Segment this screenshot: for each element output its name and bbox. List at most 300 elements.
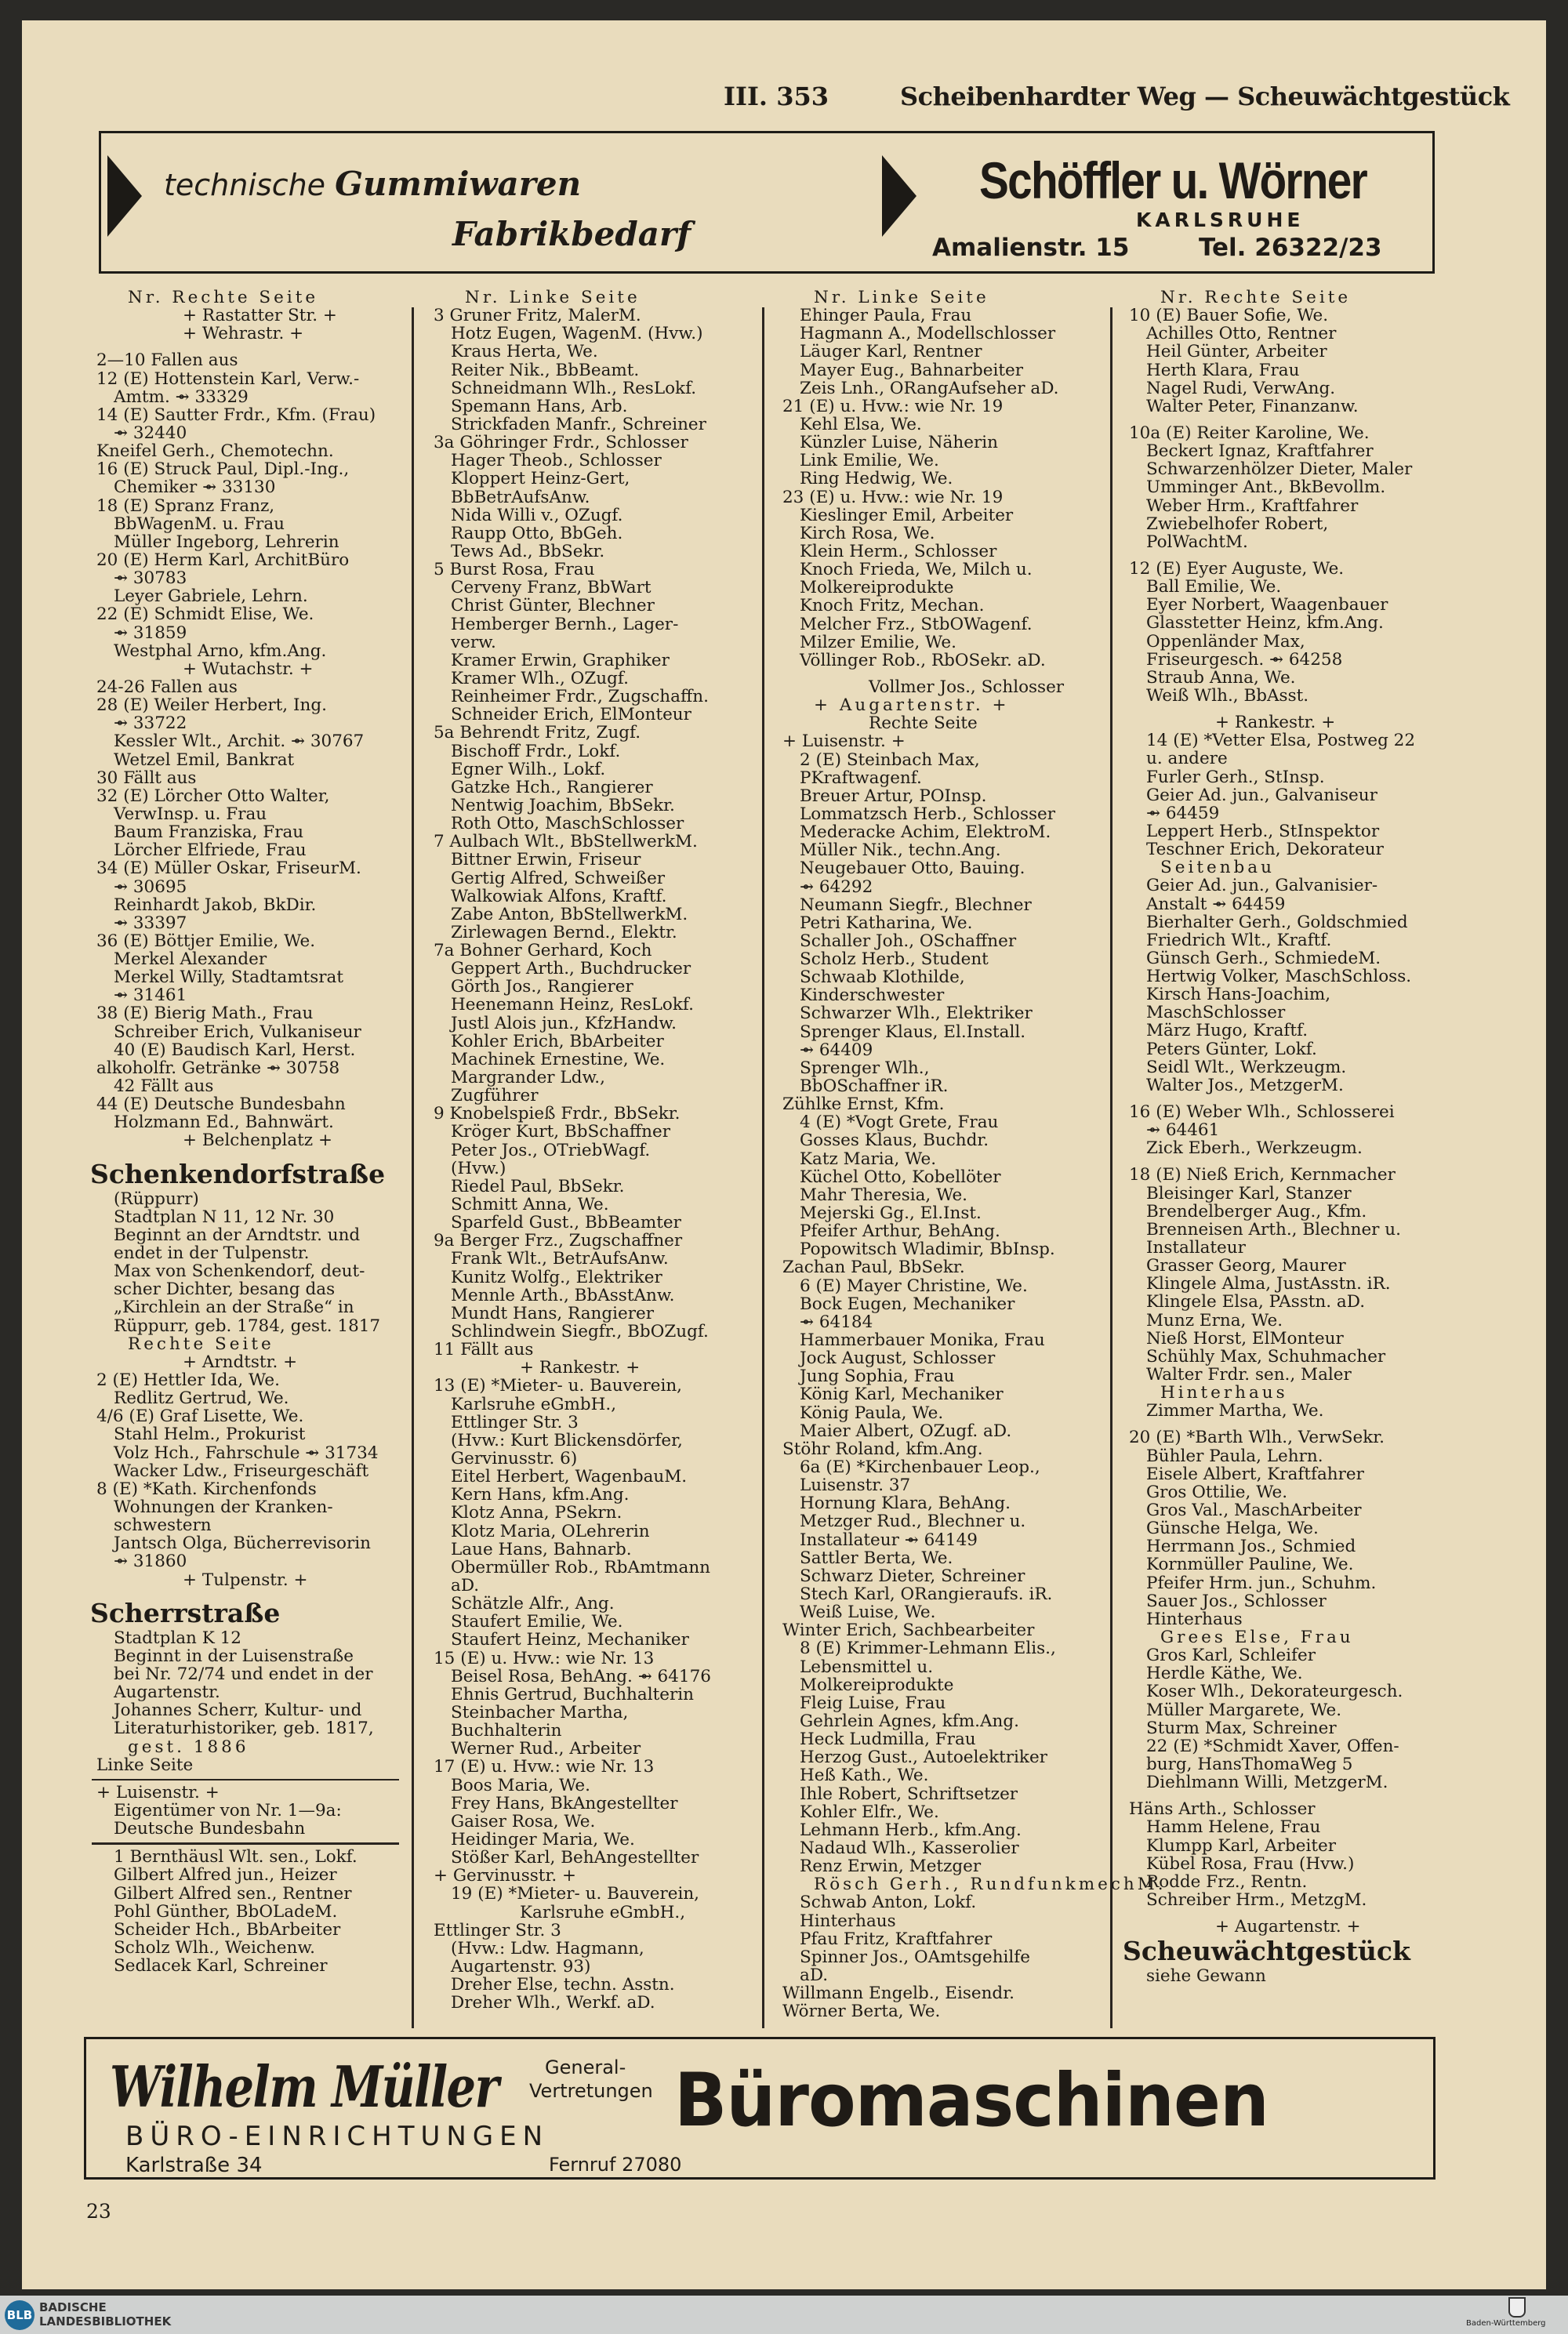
column-divider bbox=[762, 307, 764, 2028]
entry-continuation: Klein Herm., Schlosser bbox=[800, 541, 997, 561]
entry-continuation: Kirsch Hans-Joachim, bbox=[1146, 985, 1331, 1005]
street-heading: Scheuwächtgestück bbox=[1123, 1936, 1410, 1967]
entry-continuation: scher Dichter, besang das bbox=[114, 1280, 336, 1300]
entry-continuation: Sauer Jos., Schlosser bbox=[1146, 1591, 1327, 1611]
entry-continuation: Holzmann Ed., Bahnwärt. bbox=[114, 1113, 334, 1133]
entry-continuation: Zugführer bbox=[451, 1086, 539, 1106]
entry-continuation: Sedlacek Karl, Schreiner bbox=[114, 1956, 328, 1976]
street-heading: Schenkendorfstraße bbox=[90, 1158, 386, 1189]
entry-continuation: Rüppurr, geb. 1784, gest. 1817 bbox=[114, 1316, 381, 1336]
entry-continuation: Kessler Wlt., Archit. ⇴ 30767 bbox=[114, 731, 365, 752]
directory-entry: 30 Fällt aus bbox=[96, 768, 197, 788]
entry-continuation: Beginnt in der Luisenstraße bbox=[114, 1646, 354, 1666]
cross-street: + Rankestr. + bbox=[520, 1358, 641, 1378]
entry-continuation: Zimmer Martha, We. bbox=[1146, 1401, 1324, 1421]
advert-line: BÜRO-EINRICHTUNGEN bbox=[125, 2121, 550, 2152]
entry-continuation: Bischoff Frdr., Lokf. bbox=[451, 741, 621, 761]
entry-continuation: Dreher Wlh., Werkf. aD. bbox=[451, 1993, 655, 2013]
directory-entry: Zachan Paul, BbSekr. bbox=[782, 1258, 965, 1278]
triangle-arrow-icon bbox=[107, 155, 142, 237]
entry-continuation: Müller Ingeborg, Lehrerin bbox=[114, 532, 339, 552]
entry-continuation: (Hvw.: Kurt Blickensdörfer, bbox=[451, 1430, 683, 1450]
entry-continuation: Augartenstr. bbox=[114, 1682, 220, 1703]
section-label: Seitenbau bbox=[1160, 858, 1275, 878]
entry-continuation: Hinterhaus bbox=[1146, 1609, 1243, 1629]
entry-continuation: Merkel Alexander bbox=[114, 949, 267, 970]
column-2 bbox=[434, 289, 761, 2012]
entry-continuation: 19 (E) *Mieter- u. Bauverein, bbox=[451, 1884, 700, 1904]
cross-street: + Wutachstr. + bbox=[183, 659, 314, 679]
entry-continuation: Wohnungen der Kranken- bbox=[114, 1497, 333, 1517]
entry-continuation: Frank Wlt., BetrAufsAnw. bbox=[451, 1249, 669, 1269]
cross-street: + Rankestr. + bbox=[1215, 713, 1336, 733]
entry-continuation: Klingele Alma, JustAsstn. iR. bbox=[1146, 1274, 1391, 1294]
entry-continuation: (Rüppurr) bbox=[114, 1189, 199, 1209]
column-divider bbox=[412, 307, 414, 2028]
entry-continuation: Koser Wlh., Dekorateurgesch. bbox=[1146, 1682, 1403, 1702]
entry-continuation: Zeis Lnh., ORangAufseher aD. bbox=[800, 378, 1059, 398]
entry-continuation: Kohler Elfr., We. bbox=[800, 1802, 939, 1822]
entry-continuation: ⇴ 30695 bbox=[114, 877, 187, 897]
entry-continuation: Volz Hch., Fahrschule ⇴ 31734 bbox=[114, 1443, 379, 1463]
advert-wilhelm-mueller bbox=[84, 2037, 1436, 2180]
directory-entry: 38 (E) Bierig Math., Frau bbox=[96, 1004, 314, 1024]
entry-continuation: Seidl Wlt., Werkzeugm. bbox=[1146, 1057, 1347, 1077]
page-header bbox=[22, 82, 1546, 129]
entry-continuation: Nieß Horst, ElMonteur bbox=[1146, 1328, 1344, 1348]
library-name-line1: BADISCHE bbox=[39, 2300, 107, 2314]
entry-continuation: Mundt Hans, Rangierer bbox=[451, 1303, 655, 1323]
entry-continuation: Brenneisen Arth., Blechner u. bbox=[1146, 1219, 1401, 1240]
section-label: Grees Else, Frau bbox=[1160, 1627, 1354, 1647]
entry-continuation: Ball Emilie, We. bbox=[1146, 577, 1282, 597]
entry-continuation: 42 Fällt aus bbox=[114, 1076, 214, 1097]
entry-continuation: aD. bbox=[800, 1965, 829, 1985]
cross-street: Rechte Seite bbox=[869, 713, 978, 734]
entry-continuation: Günsch Gerh., SchmiedeM. bbox=[1146, 948, 1381, 968]
entry-continuation: Pfau Fritz, Kraftfahrer bbox=[800, 1929, 993, 1949]
entry-continuation: ⇴ 32440 bbox=[114, 423, 187, 443]
entry-continuation: 1 Bernthäusl Wlt. sen., Lokf. bbox=[114, 1847, 358, 1868]
entry-continuation: 14 (E) *Vetter Elsa, Postweg 22 bbox=[1146, 731, 1416, 751]
directory-entry: Winter Erich, Sachbearbeiter bbox=[782, 1621, 1035, 1641]
entry-continuation: Hagmann A., Modellschlosser bbox=[800, 324, 1056, 344]
entry-continuation: Renz Erwin, Metzger bbox=[800, 1857, 982, 1877]
entry-continuation: Schühly Max, Schuhmacher bbox=[1146, 1346, 1386, 1367]
entry-continuation: Teschner Erich, Dekorateur bbox=[1146, 840, 1384, 860]
entry-continuation: Schneidmann Wlh., ResLokf. bbox=[451, 378, 697, 398]
entry-continuation: Schlindwein Siegfr., BbOZugf. bbox=[451, 1322, 709, 1342]
entry-continuation: ⇴ 64461 bbox=[1146, 1120, 1220, 1141]
entry-continuation: Völlinger Rob., RbOSekr. aD. bbox=[800, 650, 1046, 670]
column-3 bbox=[782, 288, 1167, 2022]
entry-continuation: Herdle Käthe, We. bbox=[1146, 1664, 1303, 1684]
page-number: 23 bbox=[86, 2200, 111, 2223]
advert-brand: Wilhelm Müller bbox=[110, 2053, 498, 2120]
entry-continuation: ⇴ 33722 bbox=[114, 713, 187, 734]
entry-continuation: Hemberger Bernh., Lager- bbox=[451, 614, 679, 634]
directory-entry: 32 (E) Lörcher Otto Walter, bbox=[96, 786, 330, 806]
entry-continuation: Kohler Erich, BbArbeiter bbox=[451, 1031, 664, 1051]
entry-continuation: Laue Hans, Bahnarb. bbox=[451, 1539, 632, 1559]
entry-continuation: Metzger Rud., Blechner u. bbox=[800, 1512, 1026, 1532]
entry-continuation: Pfeifer Arthur, BehAng. bbox=[800, 1221, 1000, 1242]
entry-continuation: Egner Wilh., Lokf. bbox=[451, 759, 606, 779]
column-4 bbox=[1123, 288, 1474, 1987]
entry-continuation: Gros Val., MaschArbeiter bbox=[1146, 1501, 1362, 1520]
entry-continuation: Molkereiprodukte bbox=[800, 1675, 954, 1695]
directory-entry: 21 (E) u. Hvw.: wie Nr. 19 bbox=[782, 396, 1004, 416]
directory-entry: 16 (E) Weber Wlh., Schlosserei bbox=[1129, 1102, 1395, 1123]
advert-address: Karlstraße 34 bbox=[125, 2154, 263, 2177]
entry-continuation: Weber Hrm., Kraftfahrer bbox=[1146, 495, 1359, 516]
entry-continuation: ⇴ 33397 bbox=[114, 913, 187, 933]
column-header: Nr. Rechte Seite bbox=[1160, 288, 1352, 307]
entry-continuation: Installateur bbox=[1146, 1238, 1246, 1258]
entry-continuation: ⇴ 64292 bbox=[800, 877, 873, 897]
entry-continuation: verw. bbox=[451, 632, 496, 652]
entry-continuation: Gros Ottilie, We. bbox=[1146, 1482, 1288, 1502]
directory-entry: Häns Arth., Schlosser bbox=[1129, 1799, 1316, 1820]
entry-continuation: 40 (E) Baudisch Karl, Herst. bbox=[114, 1040, 356, 1060]
blb-logo-icon: BLB bbox=[5, 2300, 34, 2330]
entry-continuation: Hager Theob., Schlosser bbox=[451, 451, 662, 471]
entry-continuation: ⇴ 64459 bbox=[1146, 803, 1220, 823]
column-divider bbox=[1110, 307, 1112, 2028]
entry-continuation: Sparfeld Gust., BbBeamter bbox=[451, 1213, 681, 1233]
directory-page bbox=[22, 20, 1546, 2289]
entry-continuation: Staufert Heinz, Mechaniker bbox=[451, 1630, 689, 1650]
entry-continuation: Lehmann Herb., kfm.Ang. bbox=[800, 1820, 1022, 1840]
entry-continuation: Christ Günter, Blechner bbox=[451, 596, 655, 616]
entry-continuation: Fleig Luise, Frau bbox=[800, 1693, 946, 1713]
entry-continuation: Herth Klara, Frau bbox=[1146, 360, 1300, 380]
advert-address: Amalienstr. 15 bbox=[932, 234, 1130, 262]
entry-continuation: Johannes Scherr, Kultur- und bbox=[114, 1701, 362, 1721]
advert-text: technische bbox=[164, 168, 326, 202]
library-name bbox=[39, 2300, 171, 2329]
entry-continuation: Müller Margarete, We. bbox=[1146, 1700, 1342, 1720]
entry-continuation: Klotz Anna, PSekrn. bbox=[451, 1503, 622, 1523]
section-label: Rösch Gerh., RundfunkmechM. bbox=[814, 1875, 1167, 1895]
entry-continuation: Schaller Joh., OSchaffner bbox=[800, 931, 1017, 951]
entry-continuation: Hammerbauer Monika, Frau bbox=[800, 1330, 1045, 1351]
entry-continuation: Knoch Fritz, Mechan. bbox=[800, 596, 985, 616]
entry-continuation: „Kirchlein an der Straße“ in bbox=[114, 1298, 354, 1318]
entry-continuation: aD. bbox=[451, 1575, 480, 1595]
entry-continuation: Redlitz Gertrud, We. bbox=[114, 1388, 289, 1409]
entry-continuation: Popowitsch Wladimir, BbInsp. bbox=[800, 1240, 1055, 1260]
directory-entry: 12 (E) Hottenstein Karl, Verw.- bbox=[96, 368, 360, 389]
entry-continuation: Literaturhistoriker, geb. 1817, bbox=[114, 1719, 374, 1739]
entry-continuation: Schreiber Hrm., MetzgM. bbox=[1146, 1889, 1367, 1910]
entry-continuation: Bierhalter Gerh., Goldschmied bbox=[1146, 912, 1408, 932]
entry-continuation: Bock Eugen, Mechaniker bbox=[800, 1294, 1015, 1314]
cross-street: + Arndtstr. + bbox=[183, 1352, 298, 1372]
entry-continuation: Kramer Wlh., OZugf. bbox=[451, 668, 629, 688]
entry-continuation: Beginnt an der Arndtstr. und bbox=[114, 1225, 361, 1245]
entry-continuation: Luisenstr. 37 bbox=[800, 1476, 911, 1496]
entry-continuation: Petri Katharina, We. bbox=[800, 913, 973, 933]
advert-left-line1 bbox=[164, 165, 581, 203]
entry-continuation: Heidinger Maria, We. bbox=[451, 1829, 635, 1849]
entry-continuation: Walter Frdr. sen., Maler bbox=[1146, 1365, 1352, 1385]
entry-continuation: Boos Maria, We. bbox=[451, 1775, 590, 1795]
section-rule bbox=[92, 1779, 399, 1780]
entry-continuation: Gilbert Alfred jun., Heizer bbox=[114, 1865, 337, 1886]
entry-continuation: Kornmüller Pauline, We. bbox=[1146, 1555, 1354, 1575]
column-header: + Augartenstr. + bbox=[814, 695, 1010, 716]
entry-continuation: Mayer Eug., Bahnarbeiter bbox=[800, 360, 1024, 380]
entry-continuation: bei Nr. 72/74 und endet in der bbox=[114, 1664, 373, 1684]
advert-schoeffler-woerner bbox=[99, 131, 1435, 274]
entry-continuation: (Hvw.) bbox=[451, 1158, 506, 1178]
entry-continuation: Kieslinger Emil, Arbeiter bbox=[800, 505, 1014, 525]
entry-continuation: PKraftwagenf. bbox=[800, 768, 922, 788]
entry-continuation: Ettlinger Str. 3 bbox=[451, 1412, 579, 1432]
directory-entry: 10 (E) Bauer Sofie, We. bbox=[1129, 306, 1329, 326]
entry-continuation: Schätzle Alfr., Ang. bbox=[451, 1594, 615, 1614]
entry-continuation: Weiß Wlh., BbAsst. bbox=[1146, 685, 1309, 706]
directory-entry: 9 Knobelspieß Frdr., BbSekr. bbox=[434, 1104, 681, 1124]
entry-continuation: Strickfaden Manfr., Schreiner bbox=[451, 414, 706, 434]
entry-continuation: Schreiber Erich, Vulkaniseur bbox=[114, 1022, 361, 1042]
entry-continuation: Müller Nik., techn.Ang. bbox=[800, 840, 1001, 861]
entry-continuation: Schmitt Anna, We. bbox=[451, 1195, 609, 1215]
entry-continuation: Kehl Elsa, We. bbox=[800, 414, 922, 434]
entry-continuation: Lörcher Elfriede, Frau bbox=[114, 840, 307, 861]
directory-entry: 7 Aulbach Wlt., BbStellwerkM. bbox=[434, 832, 698, 852]
directory-entry: alkoholfr. Getränke ⇴ 30758 bbox=[96, 1058, 340, 1078]
state-name: Baden-Württemberg bbox=[1466, 2319, 1546, 2328]
directory-entry: 3a Göhringer Frdr., Schlosser bbox=[434, 433, 688, 453]
advert-city: KARLSRUHE bbox=[1136, 209, 1305, 231]
directory-entry: 20 (E) *Barth Wlh., VerwSekr. bbox=[1129, 1428, 1385, 1448]
directory-entry: 24-26 Fallen aus bbox=[96, 677, 238, 697]
entry-continuation: Scholz Herb., Student bbox=[800, 949, 989, 970]
entry-continuation: Kröger Kurt, BbSchaffner bbox=[451, 1122, 671, 1142]
entry-continuation: Ehinger Paula, Frau bbox=[800, 306, 972, 326]
directory-entry: 9a Berger Frz., Zugschaffner bbox=[434, 1231, 683, 1251]
entry-continuation: Gosses Klaus, Buchdr. bbox=[800, 1131, 989, 1151]
entry-continuation: Reinhardt Jakob, BkDir. bbox=[114, 895, 317, 915]
directory-entry: Linke Seite bbox=[96, 1755, 194, 1775]
entry-continuation: Heil Günter, Arbeiter bbox=[1146, 342, 1327, 362]
advert-company-name: Schöffler u. Wörner bbox=[979, 151, 1367, 209]
entry-continuation: Stahl Helm., Prokurist bbox=[114, 1425, 306, 1445]
entry-continuation: Augartenstr. 93) bbox=[451, 1956, 591, 1976]
triangle-arrow-icon bbox=[882, 155, 916, 237]
entry-continuation: Gervinusstr. 6) bbox=[451, 1449, 578, 1468]
entry-continuation: Margrander Ldw., bbox=[451, 1068, 605, 1088]
entry-continuation: Westphal Arno, kfm.Ang. bbox=[114, 641, 327, 661]
entry-continuation: MaschSchlosser bbox=[1146, 1003, 1286, 1023]
entry-continuation: Gros Karl, Schleifer bbox=[1146, 1646, 1316, 1666]
entry-continuation: Reinheimer Frdr., Zugschaffn. bbox=[451, 687, 709, 707]
directory-entry: 2 (E) Hettler Ida, We. bbox=[96, 1370, 280, 1391]
entry-continuation: Peters Günter, Lokf. bbox=[1146, 1039, 1317, 1059]
entry-continuation: Eisele Albert, Kraftfahrer bbox=[1146, 1464, 1364, 1484]
entry-continuation: Mederacke Achim, ElektroM. bbox=[800, 822, 1051, 843]
entry-continuation: Munz Erna, We. bbox=[1146, 1310, 1283, 1330]
entry-continuation: burg, HansThomaWeg 5 bbox=[1146, 1754, 1353, 1774]
entry-continuation: Geier Ad. jun., Galvanisier- bbox=[1146, 876, 1378, 896]
street-heading: Scherrstraße bbox=[90, 1597, 281, 1628]
entry-continuation: Reiter Nik., BbBeamt. bbox=[451, 360, 640, 380]
entry-continuation: Eyer Norbert, Waagenbauer bbox=[1146, 595, 1388, 615]
spacer bbox=[96, 1150, 410, 1159]
entry-continuation: Bleisinger Karl, Stanzer bbox=[1146, 1183, 1352, 1203]
directory-entry: 44 (E) Deutsche Bundesbahn bbox=[96, 1094, 346, 1115]
entry-continuation: ⇴ 31859 bbox=[114, 623, 187, 643]
entry-continuation: Beckert Ignaz, Kraftfahrer bbox=[1146, 441, 1374, 462]
entry-continuation: Geier Ad. jun., Galvaniseur bbox=[1146, 785, 1377, 805]
entry-continuation: Heß Kath., We. bbox=[800, 1766, 929, 1786]
entry-continuation: Leppert Herb., StInspektor bbox=[1146, 821, 1380, 841]
entry-continuation: König Paula, We. bbox=[800, 1403, 944, 1423]
entry-continuation: ⇴ 31461 bbox=[114, 986, 187, 1006]
directory-entry: + Luisenstr. + bbox=[96, 1782, 220, 1802]
entry-continuation: ⇴ 64184 bbox=[800, 1312, 873, 1332]
entry-continuation: (Hvw.: Ldw. Hagmann, bbox=[451, 1938, 644, 1958]
entry-continuation: Sprenger Wlh., bbox=[800, 1058, 930, 1078]
entry-continuation: Staufert Emilie, We. bbox=[451, 1612, 623, 1632]
entry-continuation: Eigentümer von Nr. 1—9a: bbox=[114, 1800, 342, 1820]
entry-continuation: Mennle Arth., BbAsstAnw. bbox=[451, 1285, 675, 1305]
entry-continuation: Achilles Otto, Rentner bbox=[1146, 324, 1337, 344]
entry-continuation: Gatzke Hch., Rangierer bbox=[451, 777, 653, 797]
cross-street: Karlsruhe eGmbH., bbox=[520, 1902, 686, 1922]
entry-continuation: Baum Franziska, Frau bbox=[114, 822, 304, 843]
entry-continuation: Stech Karl, ORangieraufs. iR. bbox=[800, 1584, 1053, 1604]
entry-continuation: Herzog Gust., Autoelektriker bbox=[800, 1748, 1047, 1768]
entry-continuation: PolWachtM. bbox=[1146, 532, 1248, 552]
entry-continuation: Hinterhaus bbox=[800, 1911, 896, 1931]
entry-continuation: Rodde Frz., Rentn. bbox=[1146, 1871, 1308, 1892]
entry-continuation: Wacker Ldw., Friseurgeschäft bbox=[114, 1461, 369, 1481]
entry-continuation: Chemiker ⇴ 33130 bbox=[114, 477, 276, 498]
entry-continuation: Molkereiprodukte bbox=[800, 578, 954, 598]
directory-entry: 5 Burst Rosa, Frau bbox=[434, 560, 595, 580]
entry-continuation: Steinbacher Martha, bbox=[451, 1702, 629, 1722]
entry-continuation: Kübel Rosa, Frau (Hvw.) bbox=[1146, 1853, 1355, 1874]
entry-continuation: u. andere bbox=[1146, 749, 1228, 769]
directory-entry: + Gervinusstr. + bbox=[434, 1866, 577, 1886]
entry-continuation: schwestern bbox=[114, 1515, 212, 1536]
advert-general: General- bbox=[545, 2056, 626, 2078]
directory-entry: Ettlinger Str. 3 bbox=[434, 1920, 561, 1940]
directory-entry: 28 (E) Weiler Herbert, Ing. bbox=[96, 695, 327, 716]
entry-continuation: Heenemann Heinz, ResLokf. bbox=[451, 995, 694, 1015]
entry-continuation: Hotz Eugen, WagenM. (Hvw.) bbox=[451, 324, 703, 344]
entry-continuation: Geppert Arth., Buchdrucker bbox=[451, 959, 691, 979]
entry-continuation: Weiß Luise, We. bbox=[800, 1603, 936, 1623]
advert-left-line2: Fabrikbedarf bbox=[452, 215, 691, 253]
entry-continuation: Merkel Willy, Stadtamtsrat bbox=[114, 967, 343, 988]
entry-continuation: Wetzel Emil, Bankrat bbox=[114, 750, 295, 770]
entry-continuation: Breuer Artur, POInsp. bbox=[800, 786, 987, 806]
cross-street: + Wehrastr. + bbox=[183, 324, 304, 344]
column-header: Nr. Linke Seite bbox=[814, 288, 989, 307]
entry-continuation: Werner Rud., Arbeiter bbox=[451, 1739, 641, 1759]
entry-continuation: Stößer Karl, BehAngestellter bbox=[451, 1848, 699, 1868]
entry-continuation: ⇴ 64409 bbox=[800, 1040, 873, 1060]
entry-continuation: Mejerski Gg., El.Inst. bbox=[800, 1203, 982, 1224]
entry-continuation: Künzler Luise, Näherin bbox=[800, 433, 998, 453]
directory-entry: 36 (E) Böttjer Emilie, We. bbox=[96, 931, 316, 951]
entry-continuation: endet in der Tulpenstr. bbox=[114, 1243, 310, 1264]
entry-continuation: Umminger Ant., BkBevollm. bbox=[1146, 477, 1386, 498]
advert-phone: Tel. 26322/23 bbox=[1199, 234, 1382, 262]
entry-continuation: BbOSchaffner iR. bbox=[800, 1076, 949, 1097]
entry-continuation: Schwaab Klothilde, bbox=[800, 967, 965, 988]
entry-continuation: Neugebauer Otto, Bauing. bbox=[800, 858, 1025, 879]
directory-entry: 18 (E) Spranz Franz, bbox=[96, 495, 275, 516]
entry-continuation: Friseurgesch. ⇴ 64258 bbox=[1146, 649, 1343, 670]
column-header: Nr. Linke Seite bbox=[465, 288, 641, 307]
cross-street: + Rastatter Str. + bbox=[183, 306, 337, 326]
entry-continuation: Schwab Anton, Lokf. bbox=[800, 1893, 977, 1913]
entry-continuation: BbBetrAufsAnw. bbox=[451, 487, 590, 507]
directory-entry: 18 (E) Nieß Erich, Kernmacher bbox=[1129, 1165, 1396, 1185]
page-title: Scheibenhardter Weg — Scheuwächtgestück bbox=[900, 82, 1510, 111]
entry-continuation: Walter Peter, Finanzanw. bbox=[1146, 396, 1359, 416]
entry-continuation: Pfeifer Hrm. jun., Schuhm. bbox=[1146, 1573, 1377, 1593]
library-footer-bar bbox=[0, 2296, 1568, 2334]
entry-continuation: Kern Hans, kfm.Ang. bbox=[451, 1485, 630, 1505]
entry-continuation: Melcher Frz., StbOWagenf. bbox=[800, 614, 1033, 634]
entry-continuation: Straub Anna, We. bbox=[1146, 667, 1296, 688]
entry-continuation: Raupp Otto, BbGeh. bbox=[451, 523, 623, 543]
entry-continuation: Neumann Siegfr., Blechner bbox=[800, 895, 1032, 915]
entry-continuation: Günsche Helga, We. bbox=[1146, 1519, 1319, 1539]
section-label: gest. 1886 bbox=[128, 1737, 249, 1757]
entry-continuation: Jantsch Olga, Bücherrevisorin bbox=[114, 1534, 371, 1554]
entry-continuation: Knoch Frieda, We, Milch u. bbox=[800, 560, 1033, 580]
entry-continuation: Kloppert Heinz-Gert, bbox=[451, 469, 630, 489]
entry-continuation: Kunitz Wolfg., Elektriker bbox=[451, 1267, 662, 1287]
cross-street: + Tulpenstr. + bbox=[183, 1570, 308, 1590]
entry-continuation: Spemann Hans, Arb. bbox=[451, 396, 628, 416]
entry-continuation: Furler Gerh., StInsp. bbox=[1146, 767, 1325, 787]
directory-entry: 11 Fällt aus bbox=[434, 1340, 534, 1360]
directory-entry: Kneifel Gerh., Chemotechn. bbox=[96, 441, 334, 462]
entry-continuation: Stadtplan N 11, 12 Nr. 30 bbox=[114, 1207, 335, 1227]
entry-continuation: Kraus Herta, We. bbox=[451, 342, 598, 362]
directory-entry: 34 (E) Müller Oskar, FriseurM. bbox=[96, 858, 361, 879]
entry-continuation: ⇴ 30783 bbox=[114, 568, 187, 589]
directory-entry: 12 (E) Eyer Auguste, We. bbox=[1129, 558, 1345, 579]
entry-continuation: Spinner Jos., OAmtsgehilfe bbox=[800, 1947, 1030, 1967]
entry-continuation: Pohl Günther, BbOLadeM. bbox=[114, 1901, 338, 1922]
entry-continuation: Zwiebelhofer Robert, bbox=[1146, 514, 1329, 534]
entry-continuation: Nida Willi v., OZugf. bbox=[451, 505, 623, 525]
entry-continuation: Tews Ad., BbSekr. bbox=[451, 541, 605, 561]
directory-entry: 22 (E) Schmidt Elise, We. bbox=[96, 604, 314, 625]
entry-continuation: Sturm Max, Schreiner bbox=[1146, 1718, 1337, 1738]
entry-continuation: Zirlewagen Bernd., Elektr. bbox=[451, 922, 677, 942]
section-rule bbox=[92, 1842, 399, 1845]
entry-continuation: BbWagenM. u. Frau bbox=[114, 514, 285, 534]
library-name-line2: LANDESBIBLIOTHEK bbox=[39, 2314, 172, 2329]
entry-continuation: Buchhalterin bbox=[451, 1721, 562, 1741]
advert-vertretungen: Vertretungen bbox=[529, 2080, 653, 2102]
entry-continuation: ⇴ 31860 bbox=[114, 1552, 187, 1572]
directory-entry: 5a Behrendt Fritz, Zugf. bbox=[434, 723, 641, 743]
advert-text-bold: Gummiwaren bbox=[335, 165, 582, 203]
directory-entry: 14 (E) Sautter Frdr., Kfm. (Frau) bbox=[96, 405, 376, 425]
directory-entry: 7a Bohner Gerhard, Koch bbox=[434, 941, 652, 961]
